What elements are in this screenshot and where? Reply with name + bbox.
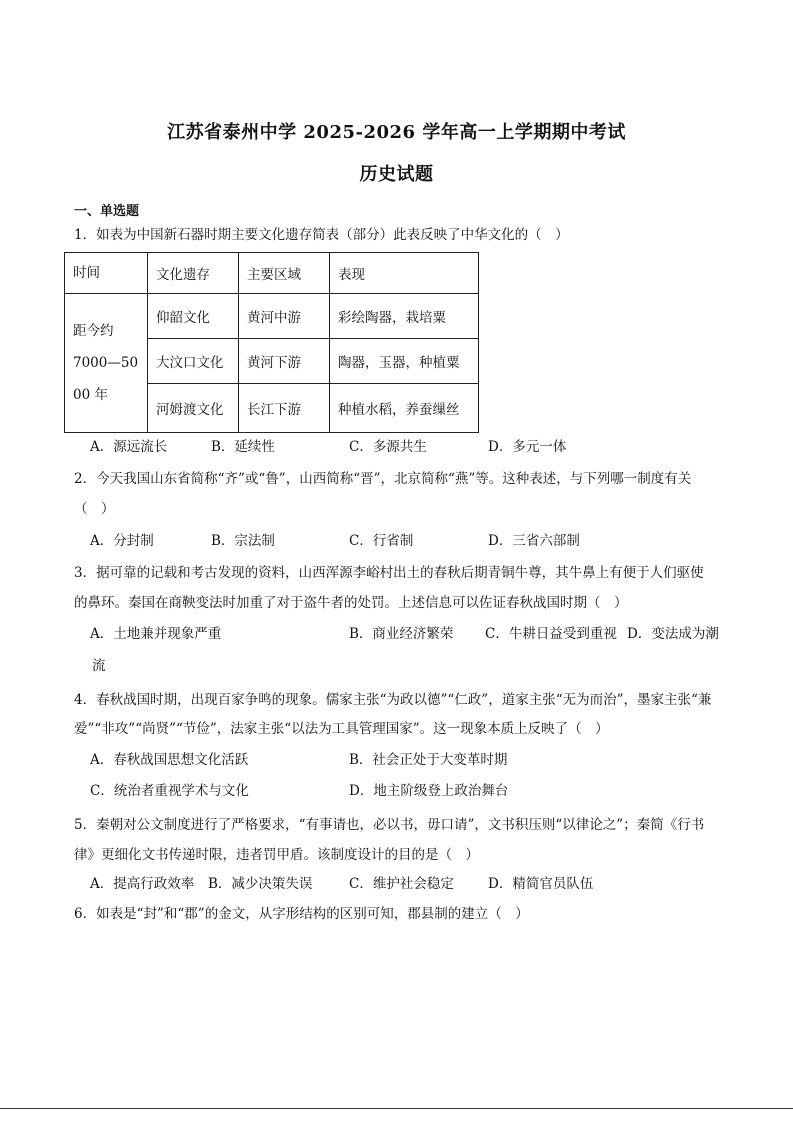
table-header-cell: 表现 — [330, 253, 479, 294]
time-cell — [65, 294, 148, 433]
q3-option-a[interactable]: A．土地兼并现象严重 — [90, 626, 222, 642]
question-5-line1: 5．秦朝对公文制度进行了严格要求，“有事请也，必以书，毋口请”，文书积压则“以律论之”；秦简《行书 — [74, 817, 705, 833]
table-cell: 黄河中游 — [239, 294, 330, 339]
question-3-line2: 的鼻环。秦国在商鞅变法时加重了对于盗牛者的处罚。上述信息可以佐证春秋战国时期（ ） — [74, 595, 628, 611]
question-4-line1: 4．春秋战国时期，出现百家争鸣的现象。儒家主张“为政以德”“仁政”，道家主张“无为而治”，墨家主张“兼 — [74, 692, 712, 708]
q3-option-d-wrap: 流 — [92, 658, 106, 674]
question-4-line2: 爱”“非攻”“尚贤”“节俭”，法家主张“以法为工具管理国家”。这一现象本质上反映了（ ） — [74, 721, 609, 737]
time-line: 00 年 — [73, 387, 108, 403]
table-header-cell: 文化遗存 — [148, 253, 239, 294]
section-heading: 一、单选题 — [74, 204, 140, 219]
q2-option-b[interactable]: B．宗法制 — [211, 533, 275, 549]
q4-option-a[interactable]: A．春秋战国思想文化活跃 — [90, 752, 249, 768]
table-cell: 彩绘陶器，栽培粟 — [330, 294, 479, 339]
table-header-row — [65, 253, 479, 294]
exam-subtitle: 历史试题 — [359, 164, 434, 185]
question-6-stem: 6．如表是“封”和“郡”的金文，从字形结构的区别可知，郡县制的建立（ ） — [74, 906, 529, 922]
q3-option-d[interactable]: D．变法成为潮 — [627, 626, 719, 642]
time-line: 距今约 — [73, 323, 114, 339]
table-cell: 仰韶文化 — [148, 294, 239, 339]
q4-option-c[interactable]: C．统治者重视学术与文化 — [90, 783, 249, 799]
table-cell: 大汶口文化 — [148, 339, 239, 384]
q2-option-d[interactable]: D．三省六部制 — [488, 533, 580, 549]
q1-option-c[interactable]: C．多源共生 — [349, 439, 427, 455]
question-2-line2: （ ） — [74, 501, 115, 517]
question-2-line1: 2．今天我国山东省简称“齐”或“鲁”，山西简称“晋”，北京简称“燕”等。这种表述，与下列哪一制度有关 — [74, 471, 692, 487]
exam-title: 江苏省泰州中学 2025-2026 学年高一上学期期中考试 — [167, 122, 626, 143]
table-header-cell: 时间 — [65, 253, 148, 294]
q4-option-b[interactable]: B．社会正处于大变革时期 — [349, 752, 508, 768]
q5-option-a[interactable]: A．提高行政效率 — [90, 876, 195, 892]
q3-option-b[interactable]: B．商业经济繁荣 — [349, 626, 454, 642]
question-1-stem: 1．如表为中国新石器时期主要文化遗存简表（部分）此表反映了中华文化的（ ） — [74, 227, 569, 243]
page-bottom-divider — [0, 1108, 793, 1109]
q5-option-c[interactable]: C．维护社会稳定 — [349, 876, 454, 892]
table-header-cell: 主要区域 — [239, 253, 330, 294]
table-cell: 河姆渡文化 — [148, 384, 239, 433]
q1-option-d[interactable]: D．多元一体 — [488, 439, 567, 455]
table-cell: 长江下游 — [239, 384, 330, 433]
q5-option-b[interactable]: B．减少决策失误 — [208, 876, 313, 892]
q4-option-d[interactable]: D．地主阶级登上政治舞台 — [349, 783, 509, 799]
q1-option-a[interactable]: A．源远流长 — [90, 439, 168, 455]
q2-option-a[interactable]: A．分封制 — [90, 533, 154, 549]
table-cell: 陶器，玉器，种植粟 — [330, 339, 479, 384]
time-line: 7000—50 — [73, 355, 139, 371]
q1-option-b[interactable]: B．延续性 — [211, 439, 275, 455]
q3-option-c[interactable]: C．牛耕日益受到重视 — [485, 626, 617, 642]
table-row — [65, 294, 479, 339]
q2-option-c[interactable]: C．行省制 — [349, 533, 414, 549]
table-cell: 种植水稻，养蚕缫丝 — [330, 384, 479, 433]
culture-table — [64, 252, 479, 433]
table-cell: 黄河下游 — [239, 339, 330, 384]
question-3-line1: 3．据可靠的记载和考古发现的资料，山西浑源李峪村出土的春秋后期青铜牛尊，其牛鼻上有便于人们驱使 — [74, 565, 704, 581]
question-5-line2: 律》更细化文书传递时限，违者罚甲盾。该制度设计的目的是（ ） — [74, 847, 479, 863]
q5-option-d[interactable]: D．精简官员队伍 — [488, 876, 594, 892]
